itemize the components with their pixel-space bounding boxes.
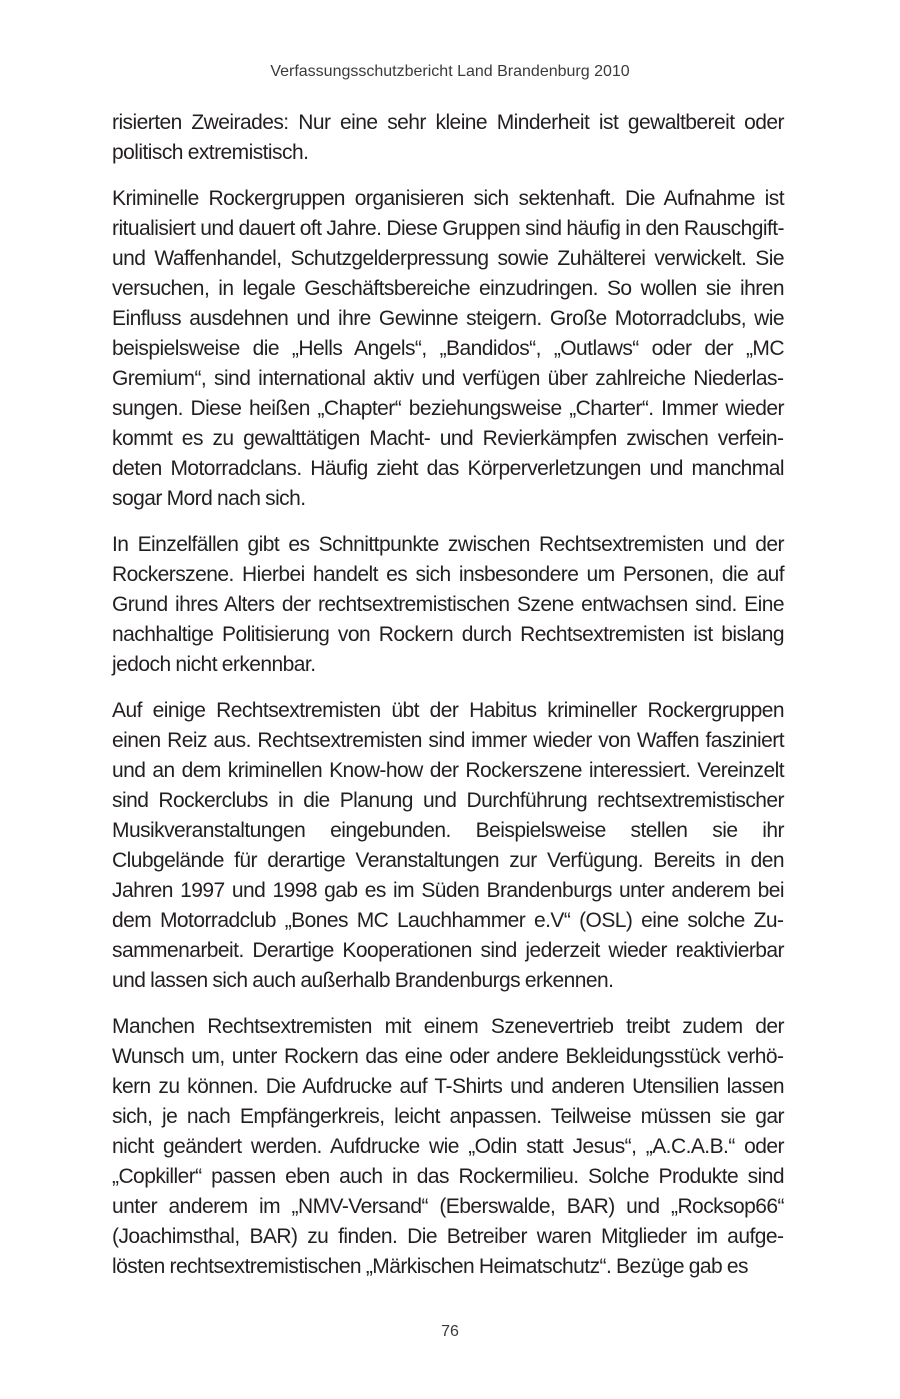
running-header: Verfassungsschutzbericht Land Brandenburg 2010 xyxy=(270,63,630,80)
page-number: 76 xyxy=(441,1323,459,1340)
paragraph-2: Kriminelle Rockergruppen organisieren sich sektenhaft. Die Aufnahme ist ritualisiert und dauert oft Jahre. Diese Gruppen sind häufig in den Rauschgift- und Waffenhandel, Schutzgelderpressung sowie Zuhälterei verwickelt. Sie versuchen, in legale Geschäftsbereiche einzudringen. So wollen sie ihren Einfluss ausdehnen und ihre Gewinne steigern. Große Motorradclubs, wie beispielsweise die „Hells Angels“, „Bandidos“, „Outlaws“ oder der „MC Gremium“, sind international aktiv und verfügen über zahlreiche Niederlassungen. Diese heißen „Chapter“ beziehungsweise „Charter“. Immer wieder kommt es zu gewalttätigen Macht- und Revierkämpfen zwischen verfeindeten Motorradclans. Häufig zieht das Körperverletzungen und manchmal sogar Mord nach sich. xyxy=(112,187,784,510)
paragraph-5: Manchen Rechtsextremisten mit einem Szenevertrieb treibt zudem der Wunsch um, unter Rockern das eine oder andere Bekleidungsstück verhökern zu können. Die Aufdrucke auf T-Shirts und anderen Utensilien lassen sich, je nach Empfängerkreis, leicht anpassen. Teilweise müssen sie gar nicht geändert werden. Aufdrucke wie „Odin statt Jesus“, „A.C.A.B.“ oder „Copkiller“ passen eben auch in das Rockermilieu. Solche Produkte sind unter anderem im „NMV-Versand“ (Eberswalde, BAR) und „Rocksop66“ (Joachimsthal, BAR) zu finden. Die Betreiber waren Mitglieder im aufgelösten rechtsextremistischen „Märkischen Heimatschutz“. Bezüge gab es xyxy=(112,1015,784,1278)
paragraph-1: risierten Zweirades: Nur eine sehr kleine Minderheit ist gewaltbereit oder politisch extremistisch. xyxy=(112,111,784,164)
body-text xyxy=(112,108,784,1298)
paragraph-3: In Einzelfällen gibt es Schnittpunkte zwischen Rechtsextremisten und der Rockerszene. Hierbei handelt es sich insbesondere um Personen, die auf Grund ihres Alters der rechtsextremistischen Szene entwachsen sind. Eine nachhaltige Politisierung von Rockern durch Rechtsextremisten ist bislang jedoch nicht erkennbar. xyxy=(112,533,784,676)
paragraph-4: Auf einige Rechtsextremisten übt der Habitus krimineller Rockergruppen einen Reiz aus. Rechtsextremisten sind immer wieder von Waffen fasziniert und an dem kriminellen Know-how der Rockerszene interessiert. Vereinzelt sind Rockerclubs in die Planung und Durchführung rechtsextremistischer Musikveranstaltungen eingebunden. Beispielsweise stellen sie ihr Clubgelände für derartige Veranstaltungen zur Verfügung. Bereits in den Jahren 1997 und 1998 gab es im Süden Brandenburgs unter anderem bei dem Motorradclub „Bones MC Lauchhammer e.V“ (OSL) eine solche Zusammenarbeit. Derartige Kooperationen sind jederzeit wieder reaktivierbar und lassen sich auch außerhalb Brandenburgs erkennen. xyxy=(112,699,784,992)
